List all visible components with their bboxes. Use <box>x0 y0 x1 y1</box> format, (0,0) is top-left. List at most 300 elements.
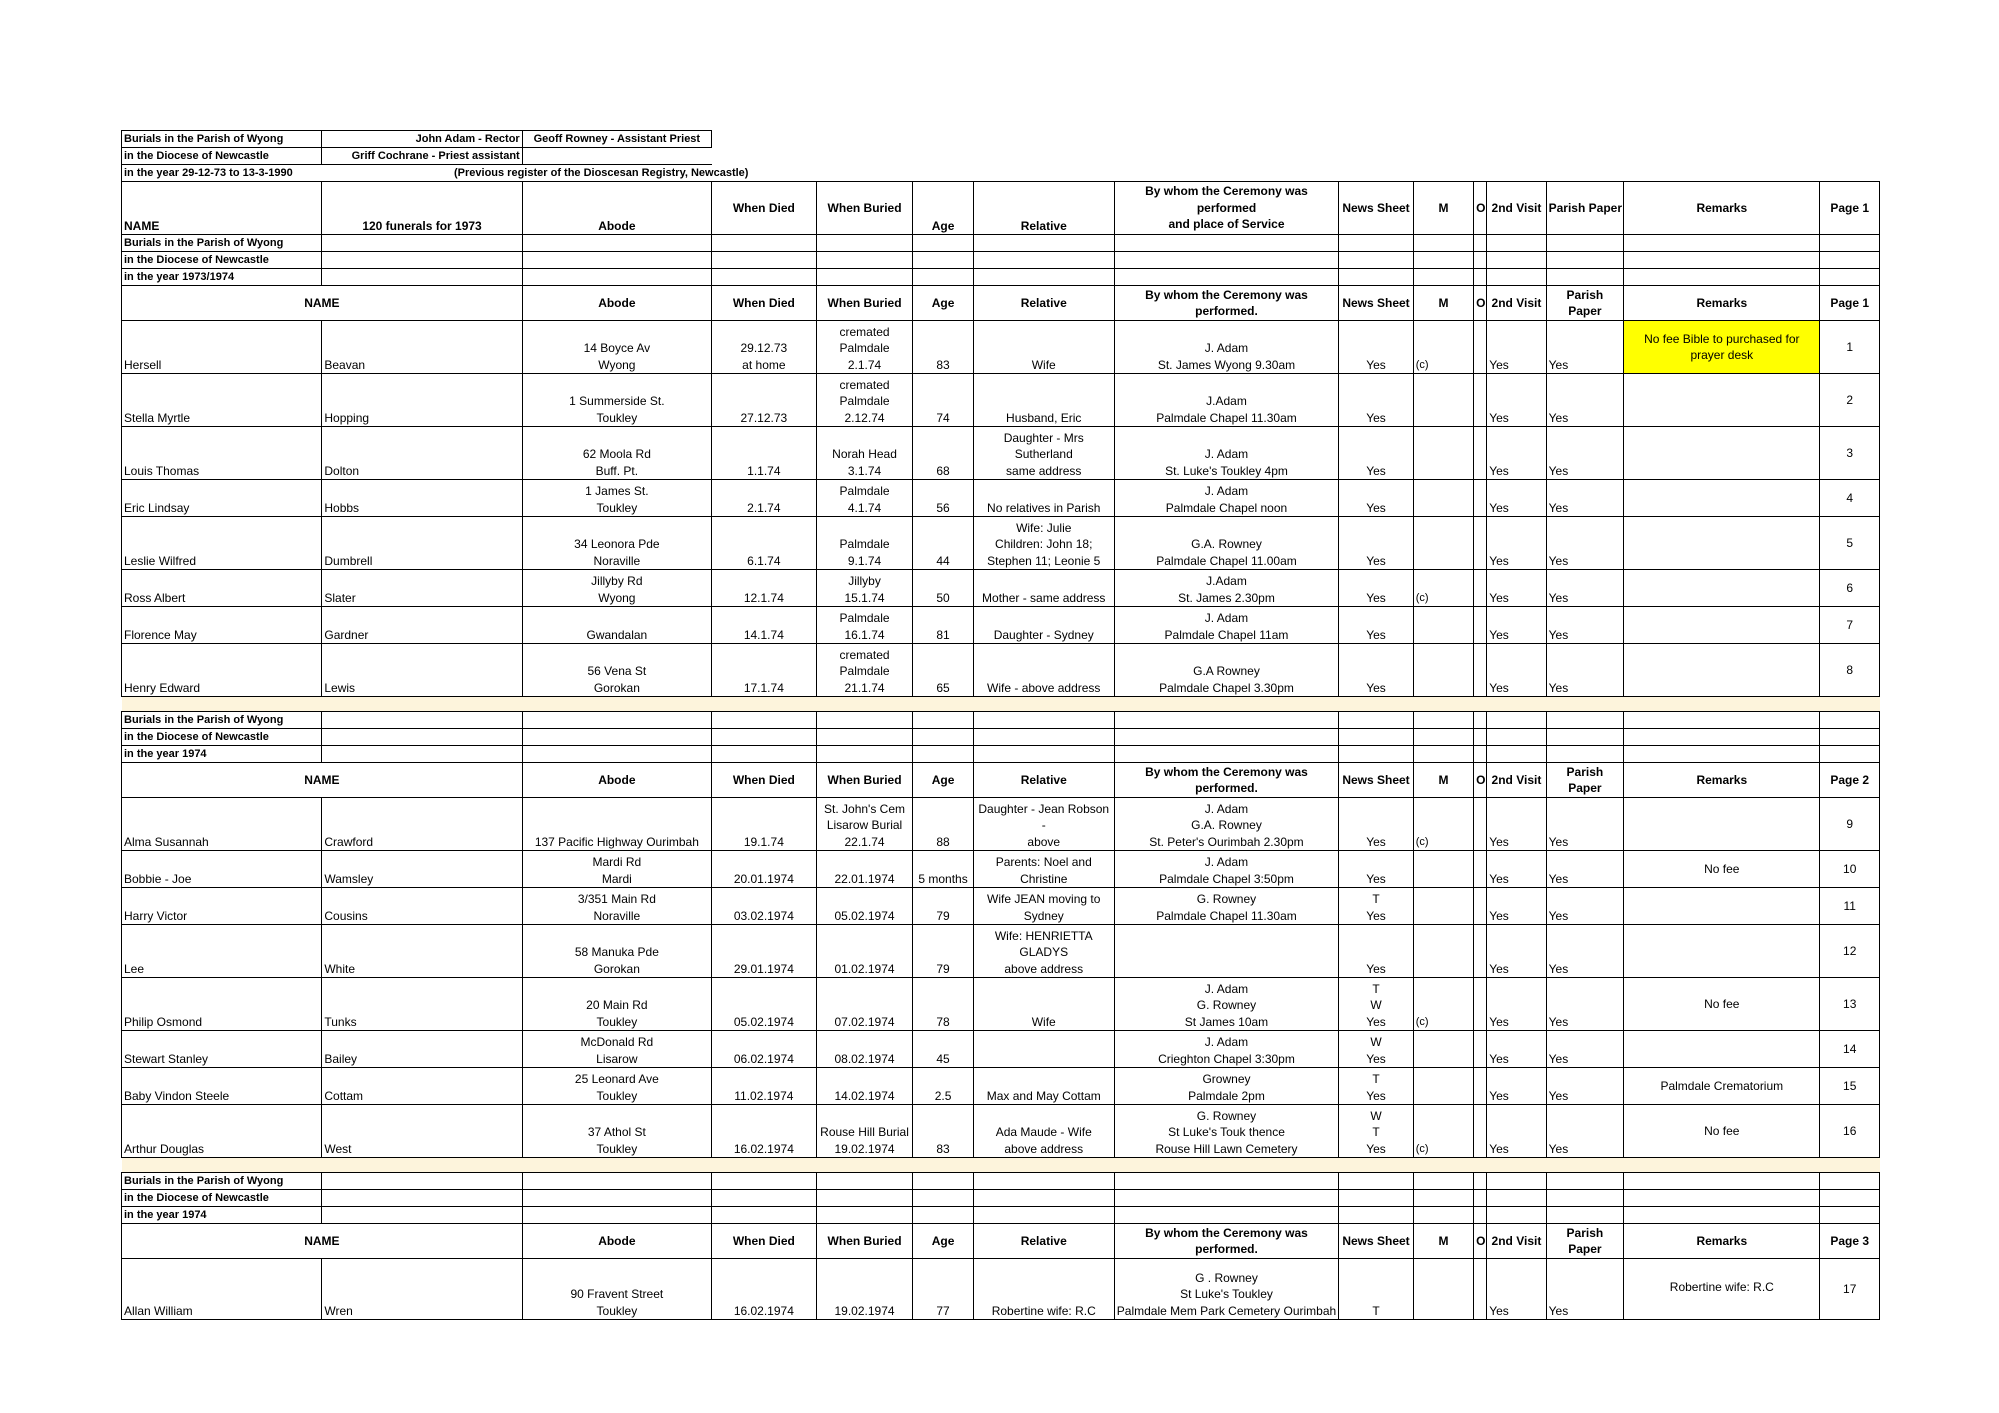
news-sheet: W Yes <box>1339 1031 1414 1068</box>
surname: Dolton <box>322 427 522 480</box>
burial-record-row <box>122 607 1880 644</box>
entry-number: 8 <box>1820 644 1880 697</box>
empty-cell <box>1413 269 1473 286</box>
second-visit: Yes <box>1487 1105 1546 1158</box>
empty-cell <box>1820 729 1880 746</box>
news-sheet: T W Yes <box>1339 978 1414 1031</box>
empty-cell <box>1413 729 1473 746</box>
entry-number: 17 <box>1820 1259 1880 1320</box>
m-mark: (c) <box>1413 978 1473 1031</box>
col-header-m: M <box>1413 286 1473 321</box>
when-died: 1.1.74 <box>712 427 817 480</box>
age: 50 <box>913 570 973 607</box>
ceremony-details: G.A Rowney Palmdale Chapel 3.30pm <box>1114 644 1339 697</box>
col-header-relative: Relative <box>973 1224 1114 1259</box>
empty-cell <box>973 252 1114 269</box>
empty-cell <box>1413 712 1473 729</box>
empty-cell <box>1339 1207 1414 1224</box>
section-diocese: in the Diocese of Newcastle <box>122 252 322 269</box>
m-mark <box>1413 517 1473 570</box>
empty-cell <box>1624 1173 1820 1190</box>
ceremony-details: G. Rowney Palmdale Chapel 11.30am <box>1114 888 1339 925</box>
empty-cell <box>1339 712 1414 729</box>
when-buried: Palmdale 9.1.74 <box>816 517 913 570</box>
empty-cell <box>322 1207 522 1224</box>
o-mark <box>1474 321 1487 374</box>
col-header-m: M <box>1413 1224 1473 1259</box>
section-column-header <box>122 286 1880 321</box>
o-mark <box>1474 1031 1487 1068</box>
when-died: 06.02.1974 <box>712 1031 817 1068</box>
parish-paper: Yes <box>1546 1105 1624 1158</box>
empty-cell <box>1339 746 1414 763</box>
section-info-row <box>122 746 1880 763</box>
col-header-abode: Abode <box>522 763 711 798</box>
remarks <box>1624 644 1820 697</box>
col-header-o: O <box>1474 286 1487 321</box>
remarks <box>1624 480 1820 517</box>
abode: Gwandalan <box>522 607 711 644</box>
relative: Robertine wife: R.C <box>973 1259 1114 1320</box>
col-header-age: Age <box>913 286 973 321</box>
relative: Husband, Eric <box>973 374 1114 427</box>
section-parish-title: Burials in the Parish of Wyong <box>122 1173 322 1190</box>
when-died: 05.02.1974 <box>712 978 817 1031</box>
news-sheet: Yes <box>1339 925 1414 978</box>
m-mark <box>1413 427 1473 480</box>
first-names: Lee <box>122 925 322 978</box>
remarks: Palmdale Crematorium <box>1624 1068 1820 1105</box>
col-header-ceremony: By whom the Ceremony was performed. <box>1114 763 1339 798</box>
first-names: Arthur Douglas <box>122 1105 322 1158</box>
surname: Crawford <box>322 798 522 851</box>
empty-cell <box>973 1190 1114 1207</box>
age: 2.5 <box>913 1068 973 1105</box>
ceremony-details: Growney Palmdale 2pm <box>1114 1068 1339 1105</box>
empty-cell <box>1487 729 1546 746</box>
age: 5 months <box>913 851 973 888</box>
entry-number: 13 <box>1820 978 1880 1031</box>
m-mark <box>1413 925 1473 978</box>
remarks: No fee <box>1624 978 1820 1031</box>
section-info-row <box>122 712 1880 729</box>
col-header-ceremony: By whom the Ceremony was performed. <box>1114 1224 1339 1259</box>
entry-number: 3 <box>1820 427 1880 480</box>
section-year: in the year 1973/1974 <box>122 269 322 286</box>
second-visit: Yes <box>1487 1068 1546 1105</box>
when-died: 6.1.74 <box>712 517 817 570</box>
empty-cell <box>913 1173 973 1190</box>
parish-paper: Yes <box>1546 321 1624 374</box>
first-names: Baby Vindon Steele <box>122 1068 322 1105</box>
col-header-abode: Abode <box>522 1224 711 1259</box>
burial-record-row <box>122 427 1880 480</box>
when-died: 27.12.73 <box>712 374 817 427</box>
empty-cell <box>522 269 711 286</box>
col-header-o: O <box>1474 763 1487 798</box>
empty-cell <box>322 746 522 763</box>
empty-cell <box>973 746 1114 763</box>
empty-cell <box>322 235 522 252</box>
abode: 20 Main Rd Toukley <box>522 978 711 1031</box>
parish-paper: Yes <box>1546 978 1624 1031</box>
col-header-relative: Relative <box>973 286 1114 321</box>
empty-cell <box>1546 746 1624 763</box>
empty-cell <box>1114 1190 1339 1207</box>
age: 65 <box>913 644 973 697</box>
news-sheet: Yes <box>1339 517 1414 570</box>
empty-cell <box>1546 1190 1624 1207</box>
abode: 62 Moola Rd Buff. Pt. <box>522 427 711 480</box>
empty-cell <box>712 269 817 286</box>
empty-cell <box>1114 729 1339 746</box>
first-names: Allan William <box>122 1259 322 1320</box>
empty-cell <box>1474 1190 1487 1207</box>
o-mark <box>1474 1105 1487 1158</box>
empty-cell <box>816 1207 913 1224</box>
first-names: Leslie Wilfred <box>122 517 322 570</box>
second-visit: Yes <box>1487 888 1546 925</box>
col-header-ceremony: By whom the Ceremony was performed and place of Service <box>1114 182 1339 235</box>
relative: Wife: Julie Children: John 18; Stephen 11; Leonie 5 <box>973 517 1114 570</box>
relative: Wife <box>973 978 1114 1031</box>
abode: 34 Leonora Pde Noraville <box>522 517 711 570</box>
empty-cell <box>1339 235 1414 252</box>
col-header-news-sheet: News Sheet <box>1339 1224 1414 1259</box>
when-buried: cremated Palmdale 2.1.74 <box>816 321 913 374</box>
empty-cell <box>522 712 711 729</box>
col-header-page: Page 3 <box>1820 1224 1880 1259</box>
entry-number: 15 <box>1820 1068 1880 1105</box>
parish-paper: Yes <box>1546 517 1624 570</box>
section-info-row <box>122 235 1880 252</box>
burial-record-row <box>122 570 1880 607</box>
o-mark <box>1474 978 1487 1031</box>
surname: Hopping <box>322 374 522 427</box>
age: 68 <box>913 427 973 480</box>
section-year: in the year 1974 <box>122 746 322 763</box>
empty-cell <box>1474 1173 1487 1190</box>
col-header-abode: Abode <box>522 286 711 321</box>
second-visit: Yes <box>1487 644 1546 697</box>
separator-band <box>122 1158 1880 1173</box>
news-sheet: W T Yes <box>1339 1105 1414 1158</box>
first-names: Louis Thomas <box>122 427 322 480</box>
when-buried: Palmdale 16.1.74 <box>816 607 913 644</box>
age: 79 <box>913 888 973 925</box>
empty-cell <box>1546 252 1624 269</box>
empty-cell <box>1339 1190 1414 1207</box>
empty-cell <box>1474 269 1487 286</box>
news-sheet: T Yes <box>1339 1068 1414 1105</box>
empty-cell <box>1487 1190 1546 1207</box>
ceremony-details: G.A. Rowney Palmdale Chapel 11.00am <box>1114 517 1339 570</box>
age: 77 <box>913 1259 973 1320</box>
empty-cell <box>1474 746 1487 763</box>
burial-record-row <box>122 978 1880 1031</box>
when-buried: Palmdale 4.1.74 <box>816 480 913 517</box>
register-parish-title: Burials in the Parish of Wyong <box>122 131 322 148</box>
empty-cell <box>1474 252 1487 269</box>
empty-cell <box>712 1173 817 1190</box>
remarks: No fee Bible to purchased for prayer desk <box>1624 321 1820 374</box>
empty-cell <box>322 269 522 286</box>
col-header-when-buried: When Buried <box>816 1224 913 1259</box>
ceremony-details: J. Adam G.A. Rowney St. Peter's Ourimbah 2.30pm <box>1114 798 1339 851</box>
when-died: 29.12.73 at home <box>712 321 817 374</box>
surname: Wamsley <box>322 851 522 888</box>
burial-register-table <box>121 130 1880 1320</box>
ceremony-details: J.Adam St. James 2.30pm <box>1114 570 1339 607</box>
when-died: 14.1.74 <box>712 607 817 644</box>
col-header-2nd-visit: 2nd Visit <box>1487 1224 1546 1259</box>
o-mark <box>1474 925 1487 978</box>
empty-cell <box>1820 269 1880 286</box>
empty-cell <box>1474 729 1487 746</box>
age: 44 <box>913 517 973 570</box>
surname: White <box>322 925 522 978</box>
m-mark <box>1413 480 1473 517</box>
news-sheet: Yes <box>1339 427 1414 480</box>
abode: 58 Manuka Pde Gorokan <box>522 925 711 978</box>
section-separator <box>122 1158 1880 1173</box>
empty-cell <box>1413 252 1473 269</box>
burial-record-row <box>122 644 1880 697</box>
second-visit: Yes <box>1487 978 1546 1031</box>
empty-cell <box>1114 252 1339 269</box>
col-header-o: O <box>1474 182 1487 235</box>
empty-cell <box>712 746 817 763</box>
surname: Slater <box>322 570 522 607</box>
empty-cell <box>1820 252 1880 269</box>
second-visit: Yes <box>1487 851 1546 888</box>
when-died: 11.02.1974 <box>712 1068 817 1105</box>
parish-paper: Yes <box>1546 374 1624 427</box>
first-names: Hersell <box>122 321 322 374</box>
m-mark <box>1413 1068 1473 1105</box>
second-visit: Yes <box>1487 427 1546 480</box>
abode: McDonald Rd Lisarow <box>522 1031 711 1068</box>
remarks <box>1624 925 1820 978</box>
parish-paper: Yes <box>1546 607 1624 644</box>
surname: Tunks <box>322 978 522 1031</box>
empty-cell <box>1820 712 1880 729</box>
section-year: in the year 1974 <box>122 1207 322 1224</box>
col-header-relative: Relative <box>973 182 1114 235</box>
empty-cell <box>712 235 817 252</box>
surname: Lewis <box>322 644 522 697</box>
relative: Max and May Cottam <box>973 1068 1114 1105</box>
first-names: Stella Myrtle <box>122 374 322 427</box>
burial-record-row <box>122 798 1880 851</box>
empty-cell <box>1339 1173 1414 1190</box>
empty-cell <box>913 712 973 729</box>
second-visit: Yes <box>1487 374 1546 427</box>
o-mark <box>1474 644 1487 697</box>
parish-paper: Yes <box>1546 925 1624 978</box>
first-names: Stewart Stanley <box>122 1031 322 1068</box>
empty-cell <box>1487 1207 1546 1224</box>
m-mark: (c) <box>1413 570 1473 607</box>
empty-cell <box>522 729 711 746</box>
empty-cell <box>1413 746 1473 763</box>
ceremony-details: J.Adam Palmdale Chapel 11.30am <box>1114 374 1339 427</box>
o-mark <box>1474 570 1487 607</box>
col-header-ceremony: By whom the Ceremony was performed. <box>1114 286 1339 321</box>
m-mark <box>1413 888 1473 925</box>
abode: 25 Leonard Ave Toukley <box>522 1068 711 1105</box>
when-buried: 01.02.1974 <box>816 925 913 978</box>
burial-record-row <box>122 1068 1880 1105</box>
section-info-row <box>122 1190 1880 1207</box>
empty-cell <box>1820 1207 1880 1224</box>
m-mark <box>1413 374 1473 427</box>
first-names: Harry Victor <box>122 888 322 925</box>
when-died: 29.01.1974 <box>712 925 817 978</box>
abode: Mardi Rd Mardi <box>522 851 711 888</box>
o-mark <box>1474 1068 1487 1105</box>
assistant-priest-label: Geoff Rowney - Assistant Priest <box>522 131 711 148</box>
empty-cell <box>973 235 1114 252</box>
empty-cell <box>913 1207 973 1224</box>
abode: 90 Fravent Street Toukley <box>522 1259 711 1320</box>
age: 88 <box>913 798 973 851</box>
empty-cell <box>973 729 1114 746</box>
col-header-page: Page 1 <box>1820 182 1880 235</box>
empty-cell <box>1114 1207 1339 1224</box>
relative: Daughter - Mrs Sutherland same address <box>973 427 1114 480</box>
abode: 3/351 Main Rd Noraville <box>522 888 711 925</box>
col-header-when-buried: When Buried <box>816 763 913 798</box>
news-sheet: Yes <box>1339 321 1414 374</box>
col-header-parish-paper: Parish Paper <box>1546 763 1624 798</box>
empty-cell <box>1487 252 1546 269</box>
empty-cell <box>1474 235 1487 252</box>
empty-cell <box>1487 712 1546 729</box>
register-diocese: in the Diocese of Newcastle <box>122 148 322 165</box>
burial-record-row <box>122 888 1880 925</box>
empty-cell <box>1546 235 1624 252</box>
section-info-row <box>122 729 1880 746</box>
entry-number: 14 <box>1820 1031 1880 1068</box>
surname: Cottam <box>322 1068 522 1105</box>
o-mark <box>1474 798 1487 851</box>
entry-number: 4 <box>1820 480 1880 517</box>
relative: Wife JEAN moving to Sydney <box>973 888 1114 925</box>
empty-cell <box>1820 746 1880 763</box>
empty-cell <box>322 252 522 269</box>
empty-cell <box>1114 746 1339 763</box>
entry-number: 9 <box>1820 798 1880 851</box>
first-names: Henry Edward <box>122 644 322 697</box>
empty-cell <box>1339 252 1414 269</box>
news-sheet: Yes <box>1339 851 1414 888</box>
empty-cell <box>522 1173 711 1190</box>
empty-cell <box>1820 1190 1880 1207</box>
ceremony-details: J. Adam St. Luke's Toukley 4pm <box>1114 427 1339 480</box>
col-header-remarks: Remarks <box>1624 1224 1820 1259</box>
ceremony-details: J. Adam St. James Wyong 9.30am <box>1114 321 1339 374</box>
surname: Gardner <box>322 607 522 644</box>
news-sheet: Yes <box>1339 798 1414 851</box>
m-mark: (c) <box>1413 798 1473 851</box>
burial-record-row <box>122 1259 1880 1320</box>
age: 74 <box>913 374 973 427</box>
col-header-2nd-visit: 2nd Visit <box>1487 286 1546 321</box>
empty-cell <box>1487 235 1546 252</box>
previous-register-note: (Previous register of the Dioscesan Registry, Newcastle) <box>454 167 749 179</box>
when-buried: Rouse Hill Burial 19.02.1974 <box>816 1105 913 1158</box>
ceremony-details: J. Adam Palmdale Chapel noon <box>1114 480 1339 517</box>
col-header-name: NAME <box>122 1224 523 1259</box>
second-visit: Yes <box>1487 570 1546 607</box>
relative: Daughter - Jean Robson - above <box>973 798 1114 851</box>
empty-cell <box>322 712 522 729</box>
remarks <box>1624 570 1820 607</box>
col-header-when-buried: When Buried <box>816 286 913 321</box>
parish-paper: Yes <box>1546 570 1624 607</box>
col-header-m: M <box>1413 763 1473 798</box>
col-header-abode: Abode <box>522 182 711 235</box>
abode: 37 Athol St Toukley <box>522 1105 711 1158</box>
relative: Wife <box>973 321 1114 374</box>
separator-band <box>122 697 1880 712</box>
empty-cell <box>1487 269 1546 286</box>
when-buried: 14.02.1974 <box>816 1068 913 1105</box>
second-visit: Yes <box>1487 1259 1546 1320</box>
o-mark <box>1474 374 1487 427</box>
empty-cell <box>973 1173 1114 1190</box>
m-mark <box>1413 1031 1473 1068</box>
ceremony-details: J. Adam Palmdale Chapel 11am <box>1114 607 1339 644</box>
abode: 56 Vena St Gorokan <box>522 644 711 697</box>
register-year-range: in the year 29-12-73 to 13-3-1990 (Previous register of the Dioscesan Registry, Newcastle) <box>122 165 712 182</box>
empty-cell <box>1624 269 1820 286</box>
entry-number: 10 <box>1820 851 1880 888</box>
parish-paper: Yes <box>1546 480 1624 517</box>
empty-cell <box>816 712 913 729</box>
when-died: 2.1.74 <box>712 480 817 517</box>
entry-number: 7 <box>1820 607 1880 644</box>
empty-cell <box>816 269 913 286</box>
age: 81 <box>913 607 973 644</box>
empty-cell <box>712 252 817 269</box>
col-header-news-sheet: News Sheet <box>1339 286 1414 321</box>
col-header-when-died: When Died <box>712 1224 817 1259</box>
col-header-relative: Relative <box>973 763 1114 798</box>
when-died: 16.02.1974 <box>712 1105 817 1158</box>
o-mark <box>1474 1259 1487 1320</box>
empty-cell <box>1546 1207 1624 1224</box>
remarks: No fee <box>1624 851 1820 888</box>
relative: Daughter - Sydney <box>973 607 1114 644</box>
funerals-count: 120 funerals for 1973 <box>322 182 522 235</box>
o-mark <box>1474 888 1487 925</box>
when-buried: Norah Head 3.1.74 <box>816 427 913 480</box>
empty-cell <box>1487 1173 1546 1190</box>
empty-cell <box>1820 1173 1880 1190</box>
empty-cell <box>1624 1190 1820 1207</box>
news-sheet: T Yes <box>1339 888 1414 925</box>
col-header-o: O <box>1474 1224 1487 1259</box>
news-sheet: Yes <box>1339 644 1414 697</box>
empty-cell <box>1546 729 1624 746</box>
relative: Wife: HENRIETTA GLADYS above address <box>973 925 1114 978</box>
empty-cell <box>1114 1173 1339 1190</box>
empty-cell <box>816 1190 913 1207</box>
empty-cell <box>913 1190 973 1207</box>
relative: Parents: Noel and Christine <box>973 851 1114 888</box>
